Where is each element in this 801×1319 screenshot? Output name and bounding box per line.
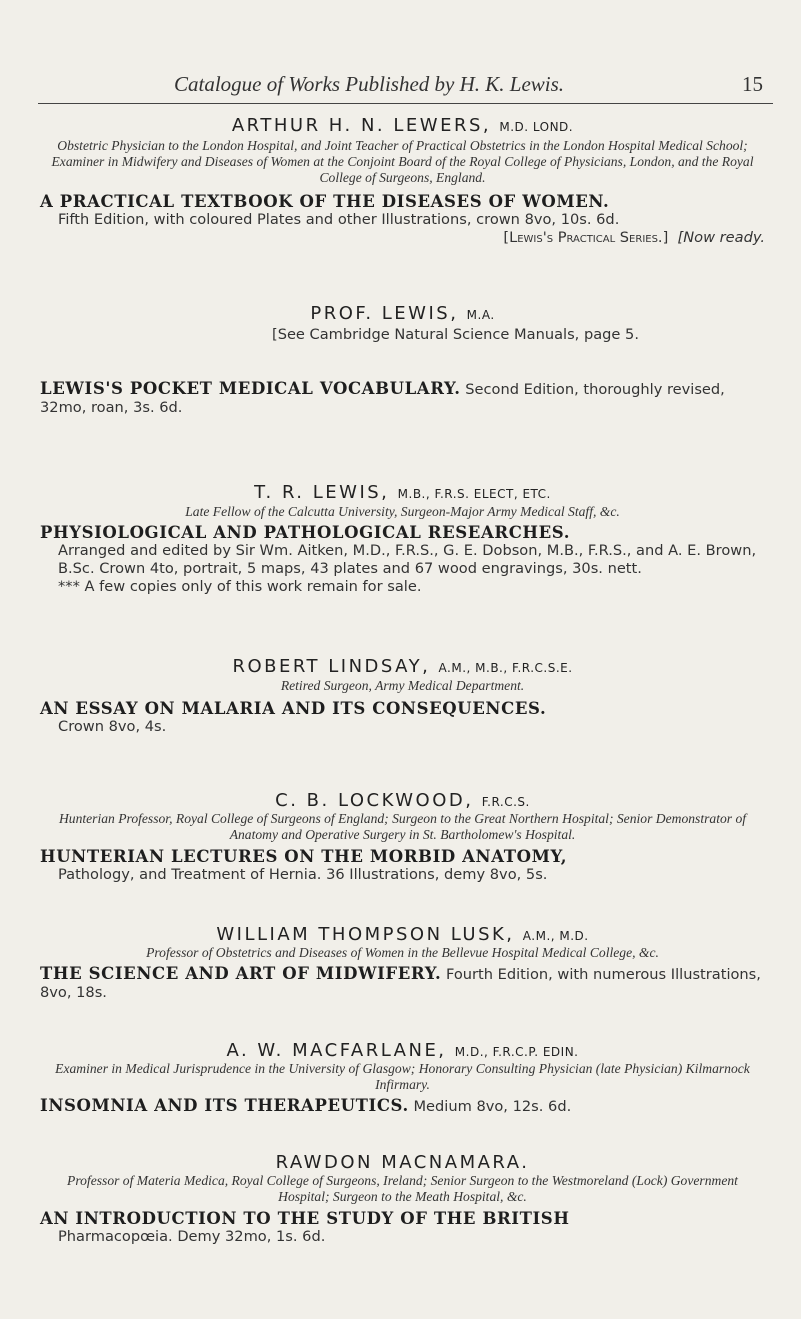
author-name: RAWDON MACNAMARA. (275, 1152, 530, 1173)
author-degrees: F.R.C.S. (481, 795, 530, 809)
cross-reference-note: [See Cambridge Natural Science Manuals, page 5. (272, 326, 639, 343)
catalogue-entry-lewers (40, 115, 765, 247)
author-degrees: M.B., F.R.S. ELECT, ETC. (397, 487, 551, 501)
catalogue-entry-lindsay (40, 656, 765, 736)
book-title: THE SCIENCE AND ART OF MIDWIFERY. (40, 964, 442, 983)
catalogue-entry-macnamara (40, 1152, 765, 1246)
author-degrees: M.A. (466, 308, 495, 322)
page-number: 15 (742, 72, 763, 96)
book-title: AN INTRODUCTION TO THE STUDY OF THE BRITISH (40, 1209, 570, 1228)
availability-status: [Now ready. (677, 229, 765, 246)
series-name: [Lewis's Practical Series.] (503, 229, 669, 246)
catalogue-entry-tr-lewis (40, 482, 765, 596)
book-details: Fifth Edition, with coloured Plates and other Illustrations, crown 8vo, 10s. 6d. (58, 211, 620, 228)
catalogue-entry-prof-lewis (40, 303, 765, 344)
book-details: Fourth Edition, with numerous Illustrations, 8vo, 18s. (40, 966, 761, 1001)
author-description: Professor of Obstetrics and Diseases of Women in the Bellevue Hospital Medical College, &c. (146, 945, 659, 960)
book-details: Arranged and edited by Sir Wm. Aitken, M.D., F.R.S., G. E. Dobson, M.B., F.R.S., and A. E. Brown, B.Sc. Crown 4to, portrait, 5 maps, 43 plates and 67 wood engravings, 30s. nett. (58, 542, 757, 577)
author-description: Professor of Materia Medica, Royal College of Surgeons, Ireland; Senior Surgeon to the Westmoreland (Lock) Government Hospital; Surgeon to the Meath Hospital, &c. (67, 1173, 738, 1204)
book-entry (40, 965, 765, 1002)
book-title: AN ESSAY ON MALARIA AND ITS CONSEQUENCES. (40, 699, 547, 718)
catalogue-entry-vocabulary (40, 380, 765, 417)
book-series-line (40, 229, 765, 247)
author-name: A. W. MACFARLANE, M.D., F.R.C.P. EDIN. (226, 1040, 579, 1061)
author-name: ROBERT LINDSAY, A.M., M.B., F.R.C.S.E. (232, 656, 573, 677)
book-title: A PRACTICAL TEXTBOOK OF THE DISEASES OF WOMEN. (40, 192, 610, 211)
author-description: Obstetric Physician to the London Hospital, and Joint Teacher of Practical Obstetrics in the London Hospital Medical School; Examiner in Midwifery and Diseases of Women at the Conjoint Board of the Royal College of Physicians, London, and the Royal College of Surgeons, England. (51, 138, 754, 185)
catalogue-entry-macfarlane (40, 1040, 765, 1116)
book-entry (40, 380, 765, 417)
author-description: Examiner in Medical Jurisprudence in the University of Glasgow; Honorary Consulting Physician (late Physician) Kilmarnock Infirmary. (55, 1061, 750, 1092)
running-head-title: Catalogue of Works Published by H. K. Lewis. (174, 72, 565, 96)
author-name: PROF. LEWIS, M.A. (310, 303, 495, 324)
author-description: Hunterian Professor, Royal College of Surgeons of England; Surgeon to the Great Northern Hospital; Senior Demonstrator of Anatomy and Operative Surgery in St. Bartholomew's Hospital. (58, 811, 747, 842)
book-title: PHYSIOLOGICAL AND PATHOLOGICAL RESEARCHES. (40, 523, 571, 542)
author-degrees: M.D. LOND. (499, 120, 574, 134)
author-name: C. B. LOCKWOOD, F.R.C.S. (275, 790, 530, 811)
catalogue-entry-lockwood (40, 790, 765, 884)
book-details: Medium 8vo, 12s. 6d. (413, 1098, 572, 1115)
author-degrees: A.M., M.D. (522, 929, 589, 943)
author-name: WILLIAM THOMPSON LUSK, A.M., M.D. (216, 924, 589, 945)
catalogue-entry-lusk (40, 924, 765, 1002)
author-degrees: A.M., M.B., F.R.C.S.E. (438, 661, 573, 675)
book-title: INSOMNIA AND ITS THERAPEUTICS. (40, 1096, 409, 1115)
author-description: Late Fellow of the Calcutta University, Surgeon-Major Army Medical Staff, &c. (185, 504, 620, 519)
book-details: Pathology, and Treatment of Hernia. 36 Illustrations, demy 8vo, 5s. (58, 866, 548, 883)
author-name: T. R. LEWIS, M.B., F.R.S. ELECT, ETC. (254, 482, 551, 503)
author-description: Retired Surgeon, Army Medical Department. (280, 678, 525, 693)
availability-note: *** A few copies only of this work remain for sale. (58, 578, 422, 595)
author-name: ARTHUR H. N. LEWERS, M.D. LOND. (231, 115, 574, 136)
book-details: Second Edition, thoroughly revised, 32mo, roan, 3s. 6d. (40, 381, 725, 416)
header-rule (38, 103, 773, 104)
book-details: Pharmacopœia. Demy 32mo, 1s. 6d. (58, 1228, 326, 1245)
book-title: HUNTERIAN LECTURES ON THE MORBID ANATOMY, (40, 847, 568, 866)
book-title: LEWIS'S POCKET MEDICAL VOCABULARY. (40, 379, 461, 398)
book-entry (40, 1097, 765, 1116)
author-degrees: M.D., F.R.C.P. EDIN. (454, 1045, 579, 1059)
book-details: Crown 8vo, 4s. (58, 718, 167, 735)
